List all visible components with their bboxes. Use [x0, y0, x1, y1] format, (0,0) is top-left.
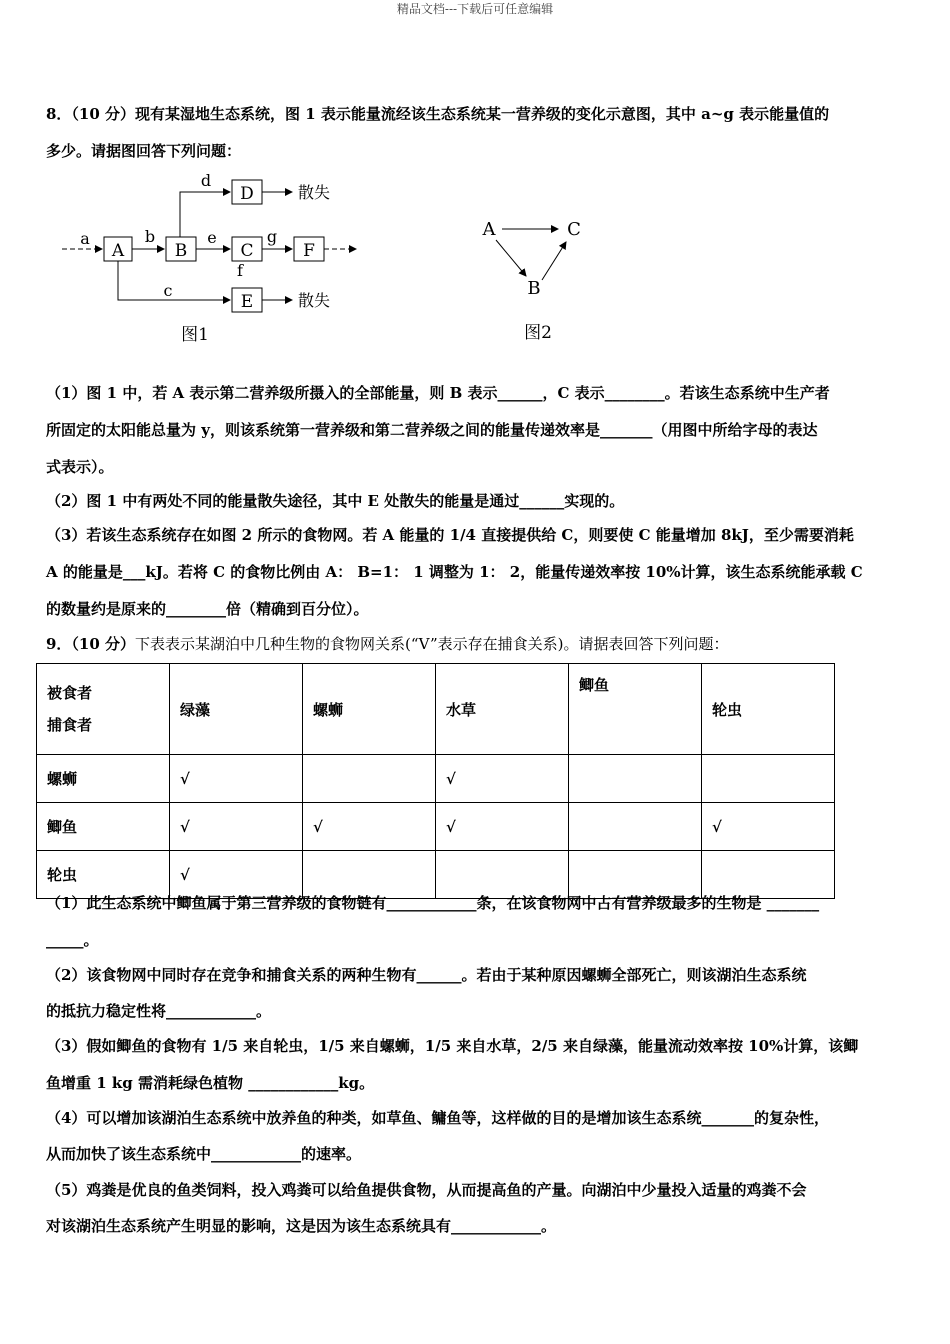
q9-part5-line-2: 对该湖泊生态系统产生明显的影响，这是因为该生态系统具有____________。	[46, 1217, 557, 1235]
q9-part4-line-1: （4）可以增加该湖泊生态系统中放养鱼的种类，如草鱼、鳙鱼等，这样做的目的是增加该生态系统_______的复杂性，	[46, 1109, 829, 1127]
table-cell: √	[170, 803, 303, 851]
q8-part3-line-1: （3）若该生态系统存在如图 2 所示的食物网。若 A 能量的 1/4 直接提供给 C，则要使 C 能量增加 8kJ，至少需要消耗	[46, 526, 854, 544]
arrow-label-f: f	[237, 261, 243, 280]
q8-part1-line-3: 式表示）。	[46, 458, 114, 476]
column-header: 轮虫	[702, 664, 835, 755]
row-header: 螺蛳	[37, 755, 170, 803]
q8-part1-line-1: （1）图 1 中，若 A 表示第二营养级所摄入的全部能量，则 B 表示______，C 表示________。若该生态系统中生产者	[46, 384, 830, 402]
figure-2-caption: 图2	[524, 323, 552, 343]
figure-1-caption: 图1	[181, 325, 209, 345]
lost-label-e: 散失	[298, 291, 331, 310]
node-B: B	[527, 278, 541, 299]
table-cell: √	[436, 803, 569, 851]
box-E-label: E	[240, 292, 254, 312]
table-cell: √	[702, 803, 835, 851]
q9-part1-line-2: _____。	[46, 931, 99, 949]
table-row	[37, 803, 835, 851]
q9-part1-line-1: （1）此生态系统中鲫鱼属于第三营养级的食物链有____________条，在该食物网中占有营养级最多的生物是 _______	[46, 894, 820, 912]
arrow-label-c: c	[163, 281, 173, 300]
row-header: 鲫鱼	[37, 803, 170, 851]
page-header: 精品文档---下载后可任意编辑	[396, 2, 554, 16]
q9-part2-line-2: 的抵抗力稳定性将____________。	[46, 1002, 272, 1020]
column-header: 螺蛳	[303, 664, 436, 755]
corner-predator: 捕食者	[47, 716, 93, 734]
table-cell	[569, 803, 702, 851]
table-cell: √	[303, 803, 436, 851]
figure-1	[60, 168, 380, 348]
q8-part2: （2）图 1 中有两处不同的能量散失途径，其中 E 处散失的能量是通过______实现的。	[46, 492, 625, 510]
box-C-label: C	[240, 241, 254, 261]
box-B-label: B	[174, 241, 188, 261]
table-cell: √	[170, 755, 303, 803]
arrow-label-e: e	[207, 228, 217, 247]
q9-part3-line-1: （3）假如鲫鱼的食物有 1/5 来自轮虫，1/5 来自螺蛳，1/5 来自水草，2/5 来自绿藻，能量流动效率按 10%计算，该鲫	[46, 1037, 859, 1055]
column-header: 绿藻	[170, 664, 303, 755]
table-cell: √	[170, 851, 303, 899]
q9-part2-line-1: （2）该食物网中同时存在竞争和捕食关系的两种生物有______。若由于某种原因螺蛳全部死亡，则该湖泊生态系统	[46, 966, 807, 984]
q9-number: 9．（10 分）	[46, 635, 136, 653]
corner-prey: 被食者	[47, 684, 93, 702]
table-cell	[569, 755, 702, 803]
q8-part3-line-2: A 的能量是___kJ。若将 C 的食物比例由 A： B=1： 1 调整为 1： 2，能量传递效率按 10%计算，该生态系统能承载 C	[46, 563, 863, 581]
column-header: 水草	[436, 664, 569, 755]
corner-cell	[37, 664, 170, 755]
table-cell: √	[436, 755, 569, 803]
q8-part1-line-2: 所固定的太阳能总量为 y，则该系统第一营养级和第二营养级之间的能量传递效率是_______（用图中所给字母的表达	[46, 421, 818, 439]
row-header: 轮虫	[37, 851, 170, 899]
arrow-label-g: g	[266, 227, 278, 246]
table-row	[37, 755, 835, 803]
q9-part4-line-2: 从而加快了该生态系统中____________的速率。	[46, 1145, 362, 1163]
arrow-label-b: b	[144, 227, 156, 246]
box-F-label: F	[303, 241, 315, 261]
arrow-label-a: a	[80, 229, 90, 248]
node-A: A	[482, 219, 496, 240]
column-header: 鲫鱼	[569, 664, 702, 755]
lost-label-d: 散失	[298, 183, 331, 202]
q8-part3-line-3: 的数量约是原来的________倍（精确到百分位）。	[46, 600, 369, 618]
food-web-table	[36, 663, 835, 899]
q9-intro	[46, 633, 728, 654]
node-C: C	[567, 219, 581, 240]
q9-intro-text: 下表表示某湖泊中几种生物的食物网关系(“V”表示存在捕食关系)。请据表回答下列问题：	[135, 635, 729, 653]
q9-part5-line-1: （5）鸡粪是优良的鱼类饲料，投入鸡粪可以给鱼提供食物，从而提高鱼的产量。向湖泊中少量投入适量的鸡粪不会	[46, 1181, 807, 1199]
q8-line-1: 8．（10 分）现有某湿地生态系统，图 1 表示能量流经该生态系统某一营养级的变化示意图，其中 a~g 表示能量值的	[46, 105, 830, 123]
arrow-label-d: d	[200, 171, 212, 190]
q8-line-2: 多少。请据图回答下列问题：	[46, 142, 242, 160]
figure-2	[470, 210, 610, 350]
q9-part3-line-2: 鱼增重 1 kg 需消耗绿色植物 ____________kg。	[46, 1074, 375, 1092]
box-D-label: D	[240, 184, 254, 204]
table-cell	[702, 755, 835, 803]
table-cell	[303, 755, 436, 803]
box-A-label: A	[111, 241, 125, 261]
